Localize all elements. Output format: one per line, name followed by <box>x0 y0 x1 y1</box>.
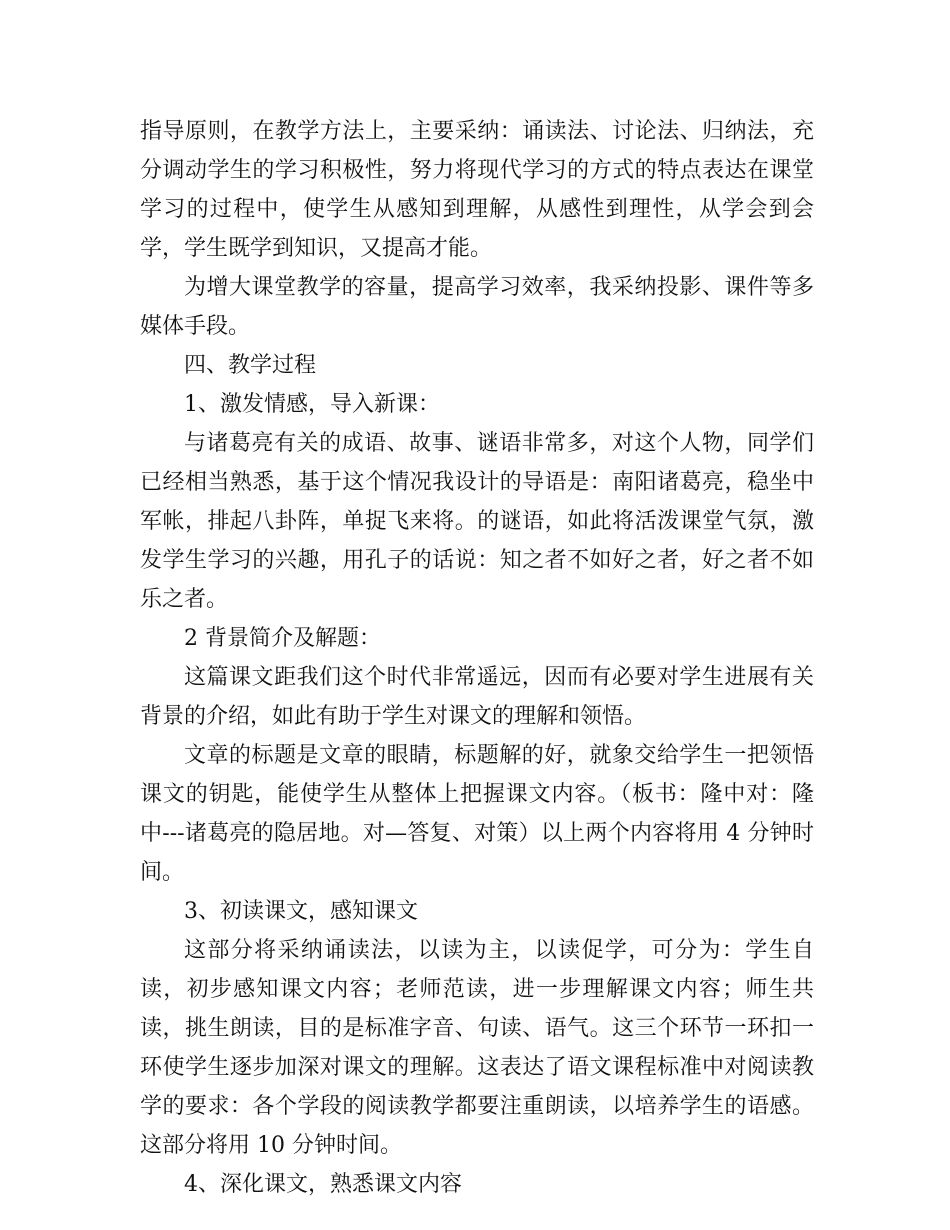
paragraph-teaching-methods: 指导原则，在教学方法上，主要采纳：诵读法、讨论法、归纳法，充分调动学生的学习积极性，努力将现代学习的方式的特点表达在课堂学习的过程中，使学生从感知到理解，从感性到理性，从学会到会学，学生既学到知识，又提高才能。 <box>140 119 814 261</box>
paragraph-multimedia: 为增大课堂教学的容量，提高学习效率，我采纳投影、课件等多媒体手段。 <box>140 275 814 339</box>
section-heading-teaching-process: 四、教学过程 <box>184 353 317 378</box>
paragraph-title-explanation: 文章的标题是文章的眼睛，标题解的好，就象交给学生一把领悟课文的钥匙，能使学生从整体上把握课文内容。（板书：隆中对：隆中---诸葛亮的隐居地。对—答复、对策）以上两个内容将用 4 分钟时间。 <box>140 743 814 885</box>
subheading-introduction: 1、激发情感，导入新课： <box>184 392 440 417</box>
subheading-deepening: 4、深化课文，熟悉课文内容 <box>184 1172 462 1197</box>
paragraph-introduction: 与诸葛亮有关的成语、故事、谜语非常多，对这个人物，同学们已经相当熟悉，基于这个情况我设计的导语是：南阳诸葛亮，稳坐中军帐，排起八卦阵，单捉飞来将。的谜语，如此将活泼课堂气氛，激发学生学习的兴趣，用孔子的话说：知之者不如好之者，好之者不如乐之者。 <box>140 431 814 612</box>
paragraph-first-reading: 这部分将采纳诵读法，以读为主，以读促学，可分为：学生自读，初步感知课文内容；老师范读，进一步理解课文内容；师生共读，挑生朗读，目的是标准字音、句读、语气。这三个环节一环扣一环使学生逐步加深对课文的理解。这表达了语文课程标准中对阅读教学的要求：各个学段的阅读教学都要注重朗读，以培养学生的语感。这部分将用 10 分钟时间。 <box>140 938 814 1158</box>
subheading-background: 2 背景简介及解题： <box>184 626 381 651</box>
subheading-first-reading: 3、初读课文，感知课文 <box>184 899 418 924</box>
paragraph-background: 这篇课文距我们这个时代非常遥远，因而有必要对学生进展有关背景的介绍，如此有助于学生对课文的理解和领悟。 <box>140 665 814 729</box>
document-body <box>140 112 814 1204</box>
